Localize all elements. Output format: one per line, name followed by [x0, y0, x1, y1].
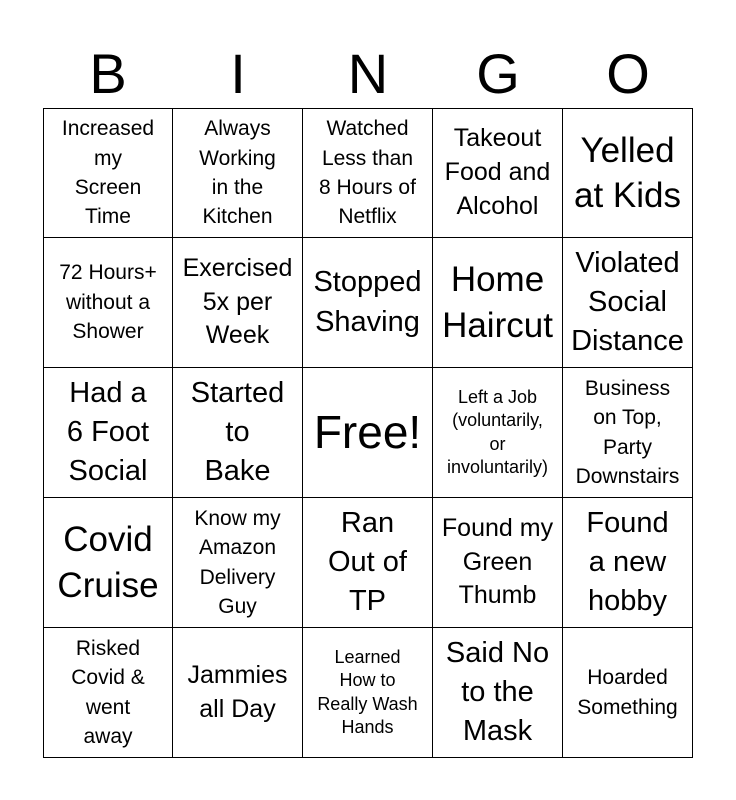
bingo-cell-b4[interactable]: Covid Cruise: [43, 498, 173, 628]
bingo-cell-g5[interactable]: Said No to the Mask: [433, 628, 563, 758]
bingo-cell-o2[interactable]: Violated Social Distance: [563, 238, 693, 368]
bingo-cell-g3[interactable]: Left a Job (voluntarily, or involuntarily): [433, 368, 563, 498]
bingo-board: [43, 108, 693, 758]
bingo-cell-i4[interactable]: Know my Amazon Delivery Guy: [173, 498, 303, 628]
bingo-cell-o3[interactable]: Business on Top, Party Downstairs: [563, 368, 693, 498]
bingo-cell-n5[interactable]: Learned How to Really Wash Hands: [303, 628, 433, 758]
bingo-cell-i1[interactable]: Always Working in the Kitchen: [173, 108, 303, 238]
bingo-cell-g1[interactable]: Takeout Food and Alcohol: [433, 108, 563, 238]
header-letter-i: I: [230, 42, 246, 105]
bingo-header: [43, 40, 693, 108]
bingo-cell-i3[interactable]: Started to Bake: [173, 368, 303, 498]
bingo-cell-i5[interactable]: Jammies all Day: [173, 628, 303, 758]
bingo-cell-o1[interactable]: Yelled at Kids: [563, 108, 693, 238]
header-letter-b: B: [89, 42, 127, 105]
bingo-cell-b2[interactable]: 72 Hours+ without a Shower: [43, 238, 173, 368]
bingo-cell-b3[interactable]: Had a 6 Foot Social: [43, 368, 173, 498]
bingo-cell-g2[interactable]: Home Haircut: [433, 238, 563, 368]
bingo-cell-o4[interactable]: Found a new hobby: [563, 498, 693, 628]
header-letter-o: O: [606, 42, 650, 105]
bingo-cell-n4[interactable]: Ran Out of TP: [303, 498, 433, 628]
bingo-cell-n2[interactable]: Stopped Shaving: [303, 238, 433, 368]
bingo-cell-free[interactable]: Free!: [303, 368, 433, 498]
bingo-cell-b5[interactable]: Risked Covid & went away: [43, 628, 173, 758]
bingo-cell-g4[interactable]: Found my Green Thumb: [433, 498, 563, 628]
bingo-cell-o5[interactable]: Hoarded Something: [563, 628, 693, 758]
header-letter-n: N: [347, 42, 389, 105]
header-letter-g: G: [476, 42, 520, 105]
bingo-cell-n1[interactable]: Watched Less than 8 Hours of Netflix: [303, 108, 433, 238]
bingo-cell-b1[interactable]: Increased my Screen Time: [43, 108, 173, 238]
bingo-cell-i2[interactable]: Exercised 5x per Week: [173, 238, 303, 368]
